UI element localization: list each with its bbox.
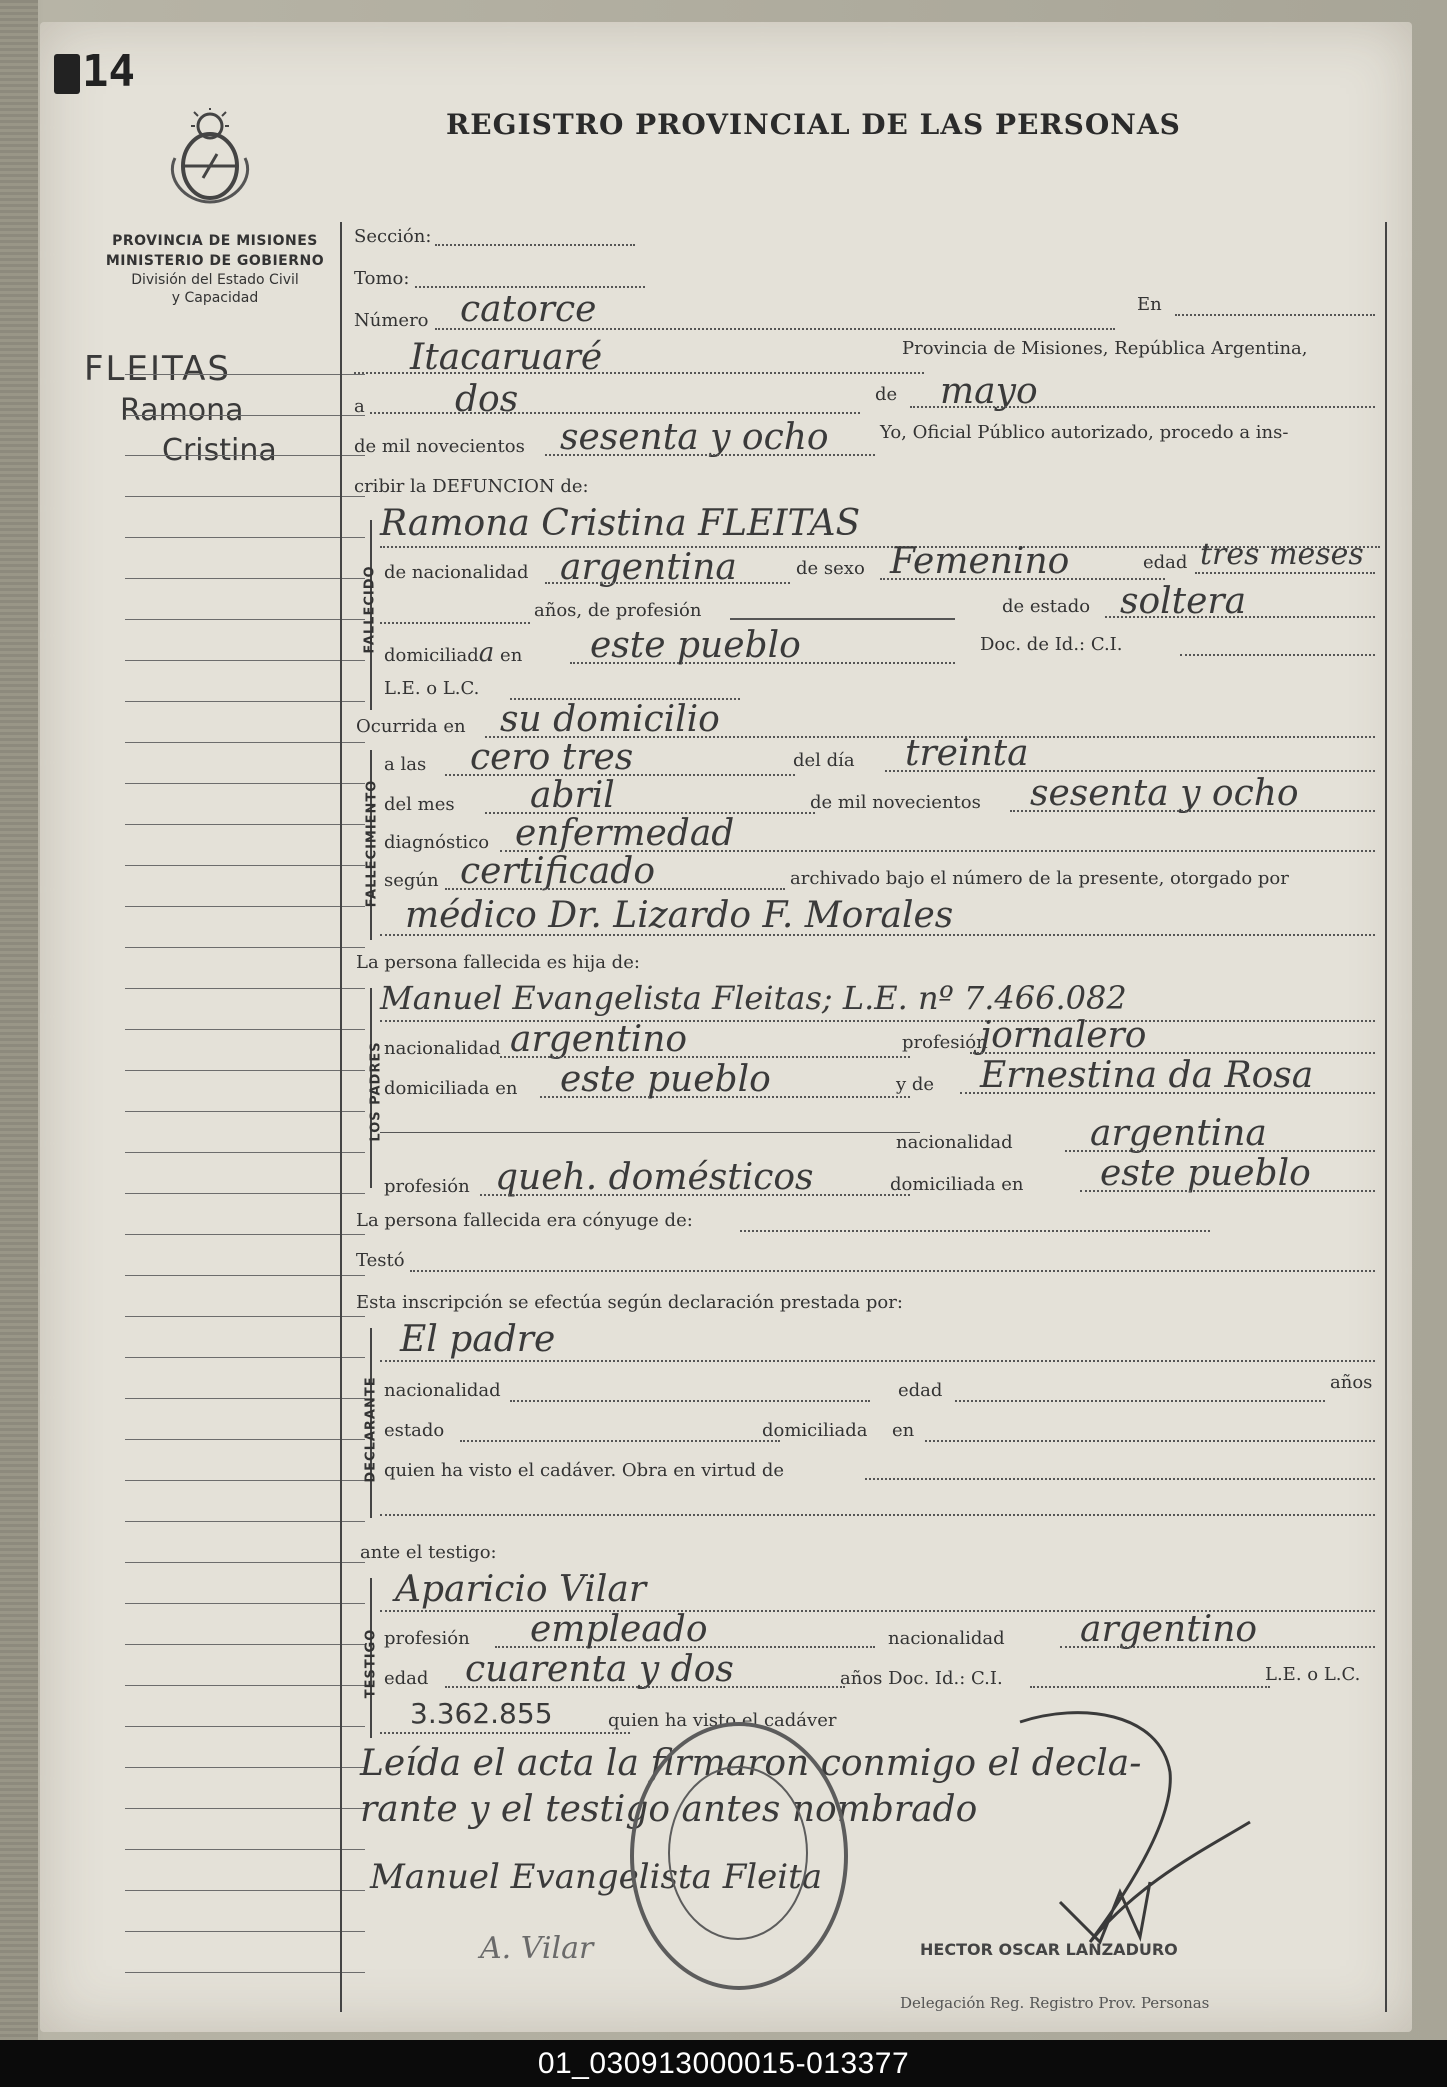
page-number: 14: [54, 46, 135, 97]
coat-of-arms-icon: [165, 108, 255, 204]
estado-value: soltera: [1120, 581, 1247, 622]
margin-first-name: Ramona: [120, 393, 244, 428]
register-page: [40, 22, 1412, 2032]
closing-line-2: rante y el testigo antes nombrado: [360, 1789, 978, 1830]
declarante-anos-label: años: [1330, 1372, 1373, 1393]
testigo-nacionalidad-value: argentino: [1080, 1609, 1258, 1650]
place-value: Itacaruaré: [410, 337, 603, 378]
declarante-name: El padre: [400, 1319, 556, 1360]
medico-value: médico Dr. Lizardo F. Morales: [405, 895, 954, 936]
segun-value: certificado: [460, 851, 656, 892]
edad-value: tres meses: [1200, 537, 1364, 572]
image-caption: 01_030913000015-013377: [0, 2040, 1447, 2087]
mes-value: abril: [530, 775, 615, 816]
diagnostico-value: enfermedad: [515, 813, 735, 854]
tomo-label: Tomo:: [354, 268, 410, 289]
main-right-rule: [1385, 222, 1387, 2012]
domicilio-value: este pueblo: [590, 625, 801, 666]
madre-nacionalidad-value: argentina: [1090, 1113, 1267, 1154]
day-value: dos: [455, 379, 519, 420]
padre-nacionalidad-label: nacionalidad: [384, 1038, 501, 1059]
fallecido-tag: FALLECIDO: [362, 565, 378, 654]
nacionalidad-label: de nacionalidad: [384, 562, 529, 583]
madre-profesion-value: queh. domésticos: [495, 1157, 814, 1198]
edad-label: edad: [1143, 552, 1188, 573]
testigo-name: Aparicio Vilar: [395, 1569, 647, 1610]
declarante-signature: Manuel Evangelista Fleita: [370, 1857, 823, 1897]
division-label-2: y Capacidad: [171, 290, 259, 307]
ministry-label: MINISTERIO DE GOBIERNO: [105, 252, 325, 269]
sexo-label: de sexo: [796, 558, 865, 579]
hora-value: cero tres: [470, 737, 634, 778]
madre-nacionalidad-label: nacionalidad: [896, 1132, 1013, 1153]
madre-value: Ernestina da Rosa: [980, 1055, 1314, 1096]
anos-profesion-label: años, de profesión: [534, 600, 702, 621]
padre-value: Manuel Evangelista Fleitas; L.E. nº 7.466.082: [380, 979, 1127, 1017]
a-label: a: [354, 396, 365, 417]
y-de-label: y de: [896, 1074, 935, 1095]
province-text: Provincia de Misiones, República Argentina,: [902, 338, 1308, 359]
de-label: de: [875, 384, 898, 405]
main-left-rule: [340, 222, 342, 2012]
ministry-block: [100, 232, 330, 308]
testigo-edad-label: edad: [384, 1668, 429, 1689]
conyuge-label: La persona fallecida era cónyuge de:: [356, 1210, 693, 1231]
dia-value: treinta: [905, 733, 1029, 774]
madre-domicilio-value: este pueblo: [1100, 1153, 1311, 1194]
declarante-domiciliada-label: domiciliada: [762, 1420, 868, 1441]
declarante-tag: DECLARANTE: [363, 1376, 379, 1483]
estado-label: de estado: [1002, 596, 1091, 617]
anio-value: sesenta y ocho: [1030, 773, 1299, 814]
officer-signature-icon: [1000, 1702, 1280, 1962]
testigo-intro: ante el testigo:: [360, 1542, 497, 1563]
padres-tag: LOS PADRES: [368, 1041, 384, 1142]
declarante-intro: Esta inscripción se efectúa según declaración prestada por:: [356, 1292, 903, 1313]
padre-profesion-value: jornalero: [980, 1015, 1147, 1056]
nacionalidad-value: argentina: [560, 547, 737, 588]
anio-label: de mil novecientos: [810, 792, 981, 813]
madre-profesion-label: profesión: [384, 1176, 470, 1197]
testo-label: Testó: [356, 1250, 405, 1271]
year-value: sesenta y ocho: [560, 417, 829, 458]
declarante-estado-label: estado: [384, 1420, 445, 1441]
testigo-visto-text: quien ha visto el cadáver: [608, 1710, 837, 1731]
segun-label: según: [384, 870, 439, 891]
padre-profesion-label: profesión: [902, 1032, 988, 1053]
margin-surname: FLEITAS: [84, 349, 231, 389]
numero-label: Número: [354, 310, 429, 331]
testigo-tag: TESTIGO: [363, 1628, 379, 1699]
division-label: División del Estado Civil: [131, 272, 299, 289]
diagnostico-label: diagnóstico: [384, 832, 490, 853]
padre-nacionalidad-value: argentino: [510, 1019, 688, 1060]
declarante-en-label: en: [892, 1420, 915, 1441]
madre-domiciliada-label: domiciliada en: [890, 1174, 1024, 1195]
numero-value: catorce: [460, 289, 597, 330]
en-label: En: [1137, 294, 1162, 315]
padre-domicilio-value: este pueblo: [560, 1059, 771, 1100]
declarante-edad-label: edad: [898, 1380, 943, 1401]
testigo-le-lc-label: L.E. o L.C.: [1265, 1664, 1361, 1685]
officer-name: HECTOR OSCAR LANZADURO: [920, 1940, 1178, 1959]
testigo-edad-value: cuarenta y dos: [465, 1649, 734, 1690]
inscribe-text: cribir la DEFUNCION de:: [354, 476, 589, 497]
testigo-doc-value: 3.362.855: [410, 1697, 553, 1730]
declarante-nacionalidad-label: nacionalidad: [384, 1380, 501, 1401]
year-prefix-label: de mil novecientos: [354, 436, 525, 457]
margin-middle-name: Cristina: [162, 433, 277, 468]
ocurrida-value: su domicilio: [500, 699, 720, 740]
padre-domiciliada-label: domiciliada en: [384, 1078, 518, 1099]
official-seal-stamp: [630, 1722, 848, 1990]
doc-label: Doc. de Id.: C.I.: [980, 634, 1123, 655]
testigo-profesion-value: empleado: [530, 1609, 708, 1650]
le-lc-label: L.E. o L.C.: [384, 678, 480, 699]
testigo-nacionalidad-label: nacionalidad: [888, 1628, 1005, 1649]
spine-edge: [0, 0, 38, 2040]
closing-line-1: Leída el acta la firmaron conmigo el decla-: [360, 1743, 1142, 1784]
del-mes-label: del mes: [384, 794, 455, 815]
padres-intro: La persona fallecida es hija de:: [356, 952, 640, 973]
deceased-name: Ramona Cristina FLEITAS: [380, 503, 861, 544]
document-title: REGISTRO PROVINCIAL DE LAS PERSONAS: [446, 108, 1181, 141]
declarante-visto-text: quien ha visto el cadáver. Obra en virtud de: [384, 1460, 785, 1481]
ocurrida-label: Ocurrida en: [356, 716, 466, 737]
month-value: mayo: [940, 371, 1038, 412]
domicilio-label: domiciliada en: [384, 638, 523, 668]
archivado-text: archivado bajo el número de la presente, otorgado por: [790, 868, 1289, 889]
sexo-value: Femenino: [890, 541, 1070, 582]
testigo-signature: A. Vilar: [480, 1931, 594, 1966]
testigo-profesion-label: profesión: [384, 1628, 470, 1649]
a-las-label: a las: [384, 754, 427, 775]
testigo-anos-doc-label: años Doc. Id.: C.I.: [840, 1668, 1003, 1689]
del-dia-label: del día: [793, 750, 855, 771]
province-label: PROVINCIA DE MISIONES: [112, 233, 318, 249]
officer-role: Delegación Reg. Registro Prov. Personas: [900, 1994, 1210, 2012]
officer-text: Yo, Oficial Público autorizado, procedo a ins-: [880, 422, 1289, 443]
seccion-label: Sección:: [354, 226, 432, 247]
fallecimiento-tag: FALLECIMIENTO: [364, 779, 380, 908]
